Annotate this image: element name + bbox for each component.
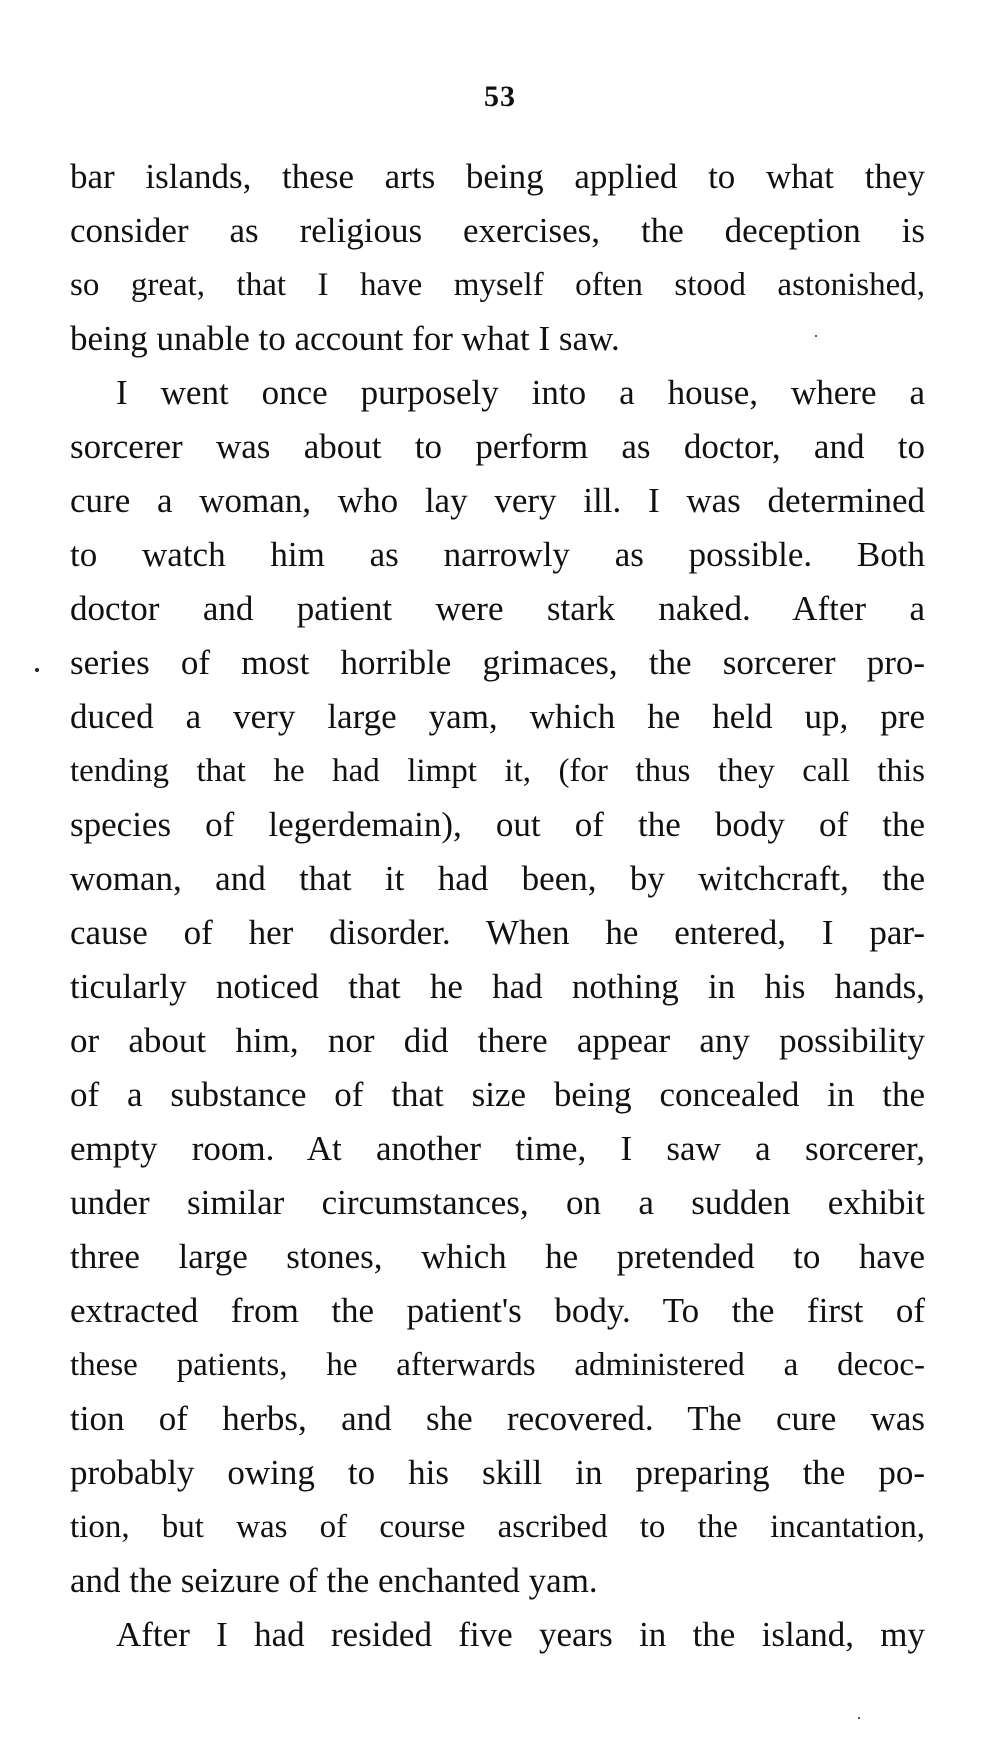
text-line: extracted from the patient's body. To the first of	[70, 1291, 925, 1330]
text-line: three large stones, which he pretended to have	[70, 1237, 925, 1276]
text-line: doctor and patient were stark naked. After a	[70, 589, 925, 628]
body-text	[70, 150, 925, 1662]
text-line: to watch him as narrowly as possible. Both	[70, 535, 925, 574]
text-line: empty room. At another time, I saw a sorcerer,	[70, 1129, 925, 1168]
text-line: cause of her disorder. When he entered, I par-	[70, 913, 925, 952]
text-line: ticularly noticed that he had nothing in his hands,	[70, 967, 925, 1006]
text-line: tion, but was of course ascribed to the incantation,	[70, 1509, 925, 1545]
paragraph-start-line: I went once purposely into a house, where a	[116, 373, 925, 412]
text-line: duced a very large yam, which he held up, pre	[70, 697, 925, 736]
text-line: species of legerdemain), out of the body of the	[70, 805, 925, 844]
page-number: 53	[484, 80, 516, 113]
text-line: sorcerer was about to perform as doctor, and to	[70, 427, 925, 466]
text-line: woman, and that it had been, by witchcraft, the	[70, 859, 925, 898]
ink-speck	[815, 335, 817, 337]
ink-speck	[858, 1717, 860, 1719]
text-line: so great, that I have myself often stood astonished,	[70, 267, 925, 303]
text-line: series of most horrible grimaces, the sorcerer pro-	[70, 643, 925, 682]
text-line: probably owing to his skill in preparing the po-	[70, 1453, 925, 1492]
text-line: being unable to account for what I saw.	[70, 319, 620, 358]
text-line: bar islands, these arts being applied to what they	[70, 157, 925, 196]
paragraph-start-line: After I had resided five years in the island, my	[116, 1615, 925, 1654]
text-line: these patients, he afterwards administered a decoc-	[70, 1347, 925, 1383]
text-line: or about him, nor did there appear any possibility	[70, 1021, 925, 1060]
text-line: tending that he had limpt it, (for thus they call this	[70, 753, 925, 789]
ink-speck	[35, 668, 39, 672]
text-line: under similar circumstances, on a sudden exhibit	[70, 1183, 925, 1222]
text-line: cure a woman, who lay very ill. I was determined	[70, 481, 925, 520]
text-line: and the seizure of the enchanted yam.	[70, 1561, 598, 1600]
text-line: of a substance of that size being concealed in the	[70, 1075, 925, 1114]
text-line: consider as religious exercises, the deception is	[70, 211, 925, 250]
text-line: tion of herbs, and she recovered. The cure was	[70, 1399, 925, 1438]
